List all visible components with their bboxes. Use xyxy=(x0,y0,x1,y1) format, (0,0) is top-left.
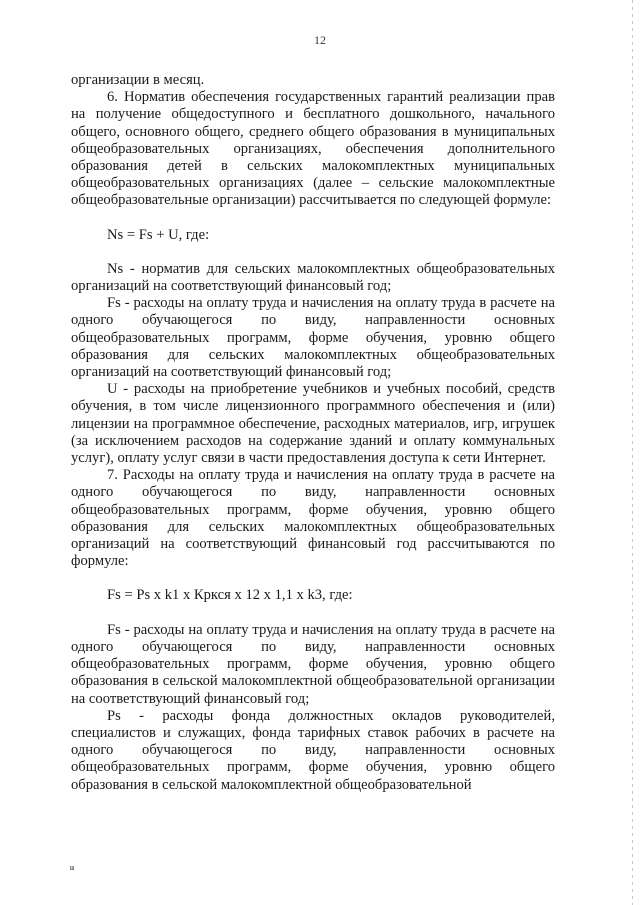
paragraph-item-7: 7. Расходы на оплату труда и начисления на оплату труда в расчете на одного обучающегося по виду, направленности основных общеобразовательных программ, форме обучения, уровню общего образования для сельских малокомплектных общеобразовательных организаций на соответствующий финансовый год рассчитываются по формуле: xyxy=(71,467,555,570)
definition-fs: Fs - расходы на оплату труда и начисления на оплату труда в расчете на одного обучающегося по виду, направленности основных общеобразовательных программ, форме обучения, уровню общего образования для сельских малокомплектных общеобразовательных организаций на соответствующий финансовый год; xyxy=(71,295,555,381)
document-body xyxy=(71,72,555,794)
definition-fs-2: Fs - расходы на оплату труда и начисления на оплату труда в расчете на одного обучающегося по виду, направленности основных общеобразовательных программ, форме обучения, уровню общего образования в сельской малокомплектной общеобразовательной организации на соответствующий финансовый год; xyxy=(71,621,555,707)
definition-u: U - расходы на приобретение учебников и учебных пособий, средств обучения, в том числе лицензионного программного обеспечения и (или) лицензии на программное обеспечение, расходных материалов, игр, игрушек (за исключением расходов на содержание зданий и оплату коммунальных услуг), оплату услуг связи в части предоставления доступа к сети Интернет. xyxy=(71,381,555,467)
scan-edge-line xyxy=(632,0,633,905)
definition-ps: Ps - расходы фонда должностных окладов руководителей, специалистов и служащих, фонда тарифных ставок рабочих в расчете на одного обучающегося по виду, направленности основных общеобразовательных программ, форме обучения, уровню общего образования в сельской малокомплектной общеобразовательной xyxy=(71,707,555,793)
paragraph-continuation: организации в месяц. xyxy=(71,72,205,88)
page-number: 12 xyxy=(314,33,326,47)
formula-ns: Ns = Fs + U, где: xyxy=(107,226,210,243)
paragraph-item-6: 6. Норматив обеспечения государственных гарантий реализации прав на получение общедоступного и бесплатного дошкольного, начального общего, основного общего, среднего общего образования в муниципальных общеобразовательных организациях, обеспечения дополнительного образования детей в сельских малокомплектных муниципальных общеобразовательных организациях (далее – сельские малокомплектные общеобразовательные организации) рассчитывается по следующей формуле: xyxy=(71,89,555,209)
definition-ns: Ns - норматив для сельских малокомплектных общеобразовательных организаций на соответствующий финансовый год; xyxy=(71,260,555,295)
footer-mark: ш xyxy=(70,864,75,872)
formula-fs: Fs = Ps x k1 x Кркся x 12 x 1,1 x k3, где: xyxy=(107,587,353,604)
